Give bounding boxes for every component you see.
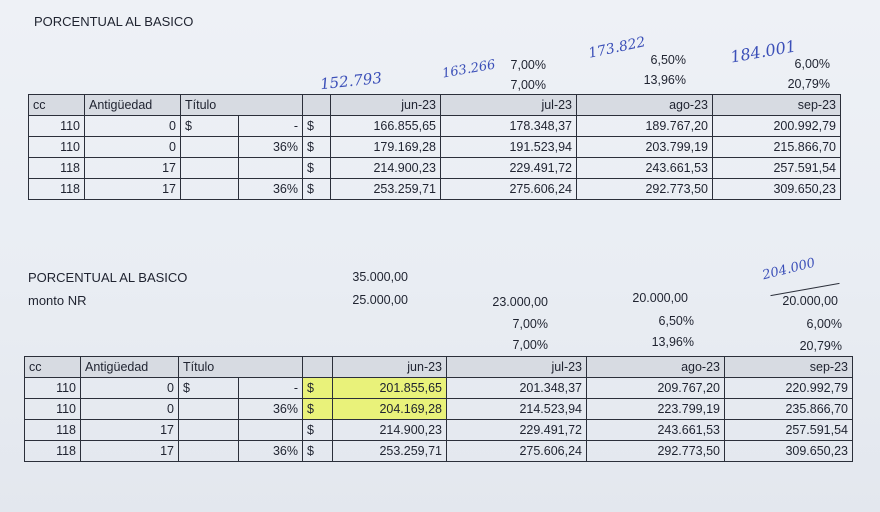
cell-currency: $ — [303, 378, 333, 399]
cell-jul: 178.348,37 — [441, 116, 577, 137]
header-jun: jun-23 — [333, 357, 447, 378]
cell-currency: $ — [303, 179, 331, 200]
cell-titulo-value: - — [239, 378, 303, 399]
cell-currency: $ — [303, 137, 331, 158]
cell-titulo-value: 36% — [239, 441, 303, 462]
header-cc: cc — [25, 357, 81, 378]
table-row — [29, 137, 841, 158]
cell-jun: 253.259,71 — [333, 441, 447, 462]
handwritten-note-sep-2: 204.000 — [760, 255, 817, 284]
cell-sep: 200.992,79 — [713, 116, 841, 137]
basic-value: 35.000,00 — [352, 270, 408, 284]
cell-cc: 118 — [29, 179, 85, 200]
handwritten-note-jun: 152.793 — [319, 68, 383, 94]
header-ago: ago-23 — [577, 95, 713, 116]
cell-cc: 118 — [29, 158, 85, 179]
cell-cc: 110 — [29, 137, 85, 158]
pct-jul-1: 7,00% — [510, 58, 546, 72]
cell-antiguedad: 0 — [85, 116, 181, 137]
cell-ago: 292.773,50 — [577, 179, 713, 200]
header-titulo: Título — [179, 357, 303, 378]
cell-currency: $ — [303, 441, 333, 462]
cell-jun: 253.259,71 — [331, 179, 441, 200]
cell-ago: 292.773,50 — [587, 441, 725, 462]
cell-sep: 309.650,23 — [713, 179, 841, 200]
cell-jul: 229.491,72 — [441, 158, 577, 179]
pct2-ago-1: 6,50% — [658, 314, 694, 328]
cell-currency: $ — [303, 158, 331, 179]
header-jun: jun-23 — [331, 95, 441, 116]
cell-jun: 214.900,23 — [331, 158, 441, 179]
cell-antiguedad: 17 — [85, 158, 181, 179]
handwritten-note-sep: 184.001 — [728, 36, 798, 67]
nr-value-jun: 25.000,00 — [352, 293, 408, 307]
handwritten-note-ago: 173.822 — [586, 34, 647, 62]
cell-antiguedad: 0 — [81, 378, 179, 399]
cell-antiguedad: 0 — [81, 399, 179, 420]
cell-cc: 110 — [25, 378, 81, 399]
cell-jun: 179.169,28 — [331, 137, 441, 158]
cell-titulo-currency: $ — [179, 378, 239, 399]
cell-currency: $ — [303, 420, 333, 441]
pct-ago-2: 13,96% — [643, 73, 686, 87]
header-jul: jul-23 — [441, 95, 577, 116]
handwritten-note-jul: 163.266 — [441, 57, 497, 82]
cell-titulo-value — [239, 158, 303, 179]
sheet1-title: PORCENTUAL AL BASICO — [34, 14, 194, 29]
table-row — [29, 179, 841, 200]
cell-sep: 215.866,70 — [713, 137, 841, 158]
pct-ago-1: 6,50% — [650, 53, 686, 67]
cell-antiguedad: 17 — [81, 441, 179, 462]
cell-ago: 243.661,53 — [577, 158, 713, 179]
header-ago: ago-23 — [587, 357, 725, 378]
cell-cc: 110 — [29, 116, 85, 137]
cell-sep: 257.591,54 — [713, 158, 841, 179]
pct2-jul-2: 7,00% — [512, 338, 548, 352]
table-row — [25, 399, 853, 420]
cell-cc: 118 — [25, 420, 81, 441]
cell-titulo-value: 36% — [239, 137, 303, 158]
cell-antiguedad: 17 — [81, 420, 179, 441]
cell-titulo-value — [239, 420, 303, 441]
table-header — [29, 95, 841, 116]
cell-ago: 189.767,20 — [577, 116, 713, 137]
header-antiguedad: Antigüedad — [85, 95, 181, 116]
header-sep: sep-23 — [725, 357, 853, 378]
sheet2-basic-label: PORCENTUAL AL BASICO — [28, 270, 188, 285]
cell-ago: 243.661,53 — [587, 420, 725, 441]
cell-antiguedad: 0 — [85, 137, 181, 158]
header-antiguedad: Antigüedad — [81, 357, 179, 378]
pct-jul-2: 7,00% — [510, 78, 546, 92]
pct-sep-1: 6,00% — [794, 57, 830, 71]
pct-sep-2: 20,79% — [787, 77, 830, 91]
cell-jul: 229.491,72 — [447, 420, 587, 441]
cell-titulo-currency: $ — [181, 116, 239, 137]
cell-jun-highlighted: 201.855,65 — [333, 378, 447, 399]
cell-sep: 257.591,54 — [725, 420, 853, 441]
cell-cc: 118 — [25, 441, 81, 462]
cell-jun-highlighted: 204.169,28 — [333, 399, 447, 420]
cell-titulo-value: 36% — [239, 399, 303, 420]
cell-sep: 309.650,23 — [725, 441, 853, 462]
pct2-sep-1: 6,00% — [806, 317, 842, 331]
table-row — [29, 158, 841, 179]
salary-table-1 — [28, 94, 841, 200]
cell-jul: 214.523,94 — [447, 399, 587, 420]
cell-jul: 275.606,24 — [447, 441, 587, 462]
cell-ago: 209.767,20 — [587, 378, 725, 399]
cell-currency: $ — [303, 116, 331, 137]
table-row — [25, 420, 853, 441]
cell-titulo-currency — [181, 179, 239, 200]
cell-sep: 235.866,70 — [725, 399, 853, 420]
pct2-jul-1: 7,00% — [512, 317, 548, 331]
header-titulo: Título — [181, 95, 303, 116]
header-sep: sep-23 — [713, 95, 841, 116]
cell-jun: 166.855,65 — [331, 116, 441, 137]
cell-titulo-currency — [179, 399, 239, 420]
cell-jul: 275.606,24 — [441, 179, 577, 200]
table-row — [25, 378, 853, 399]
sheet2-nr-label: monto NR — [28, 293, 87, 308]
cell-ago: 203.799,19 — [577, 137, 713, 158]
table-row — [25, 441, 853, 462]
header-cc: cc — [29, 95, 85, 116]
cell-jun: 214.900,23 — [333, 420, 447, 441]
cell-antiguedad: 17 — [85, 179, 181, 200]
cell-sep: 220.992,79 — [725, 378, 853, 399]
header-jul: jul-23 — [447, 357, 587, 378]
cell-titulo-value: 36% — [239, 179, 303, 200]
nr-value-sep: 20.000,00 — [782, 294, 838, 308]
cell-titulo-currency — [181, 158, 239, 179]
pct2-ago-2: 13,96% — [651, 335, 694, 349]
pct2-sep-2: 20,79% — [799, 339, 842, 353]
cell-titulo-currency — [181, 137, 239, 158]
table-row — [29, 116, 841, 137]
cell-jul: 191.523,94 — [441, 137, 577, 158]
cell-ago: 223.799,19 — [587, 399, 725, 420]
nr-value-jul: 23.000,00 — [492, 295, 548, 309]
table-header — [25, 357, 853, 378]
nr-value-ago: 20.000,00 — [632, 291, 688, 305]
cell-jul: 201.348,37 — [447, 378, 587, 399]
cell-titulo-currency — [179, 420, 239, 441]
salary-table-2 — [24, 356, 853, 462]
cell-cc: 110 — [25, 399, 81, 420]
cell-titulo-currency — [179, 441, 239, 462]
cell-currency: $ — [303, 399, 333, 420]
cell-titulo-value: - — [239, 116, 303, 137]
